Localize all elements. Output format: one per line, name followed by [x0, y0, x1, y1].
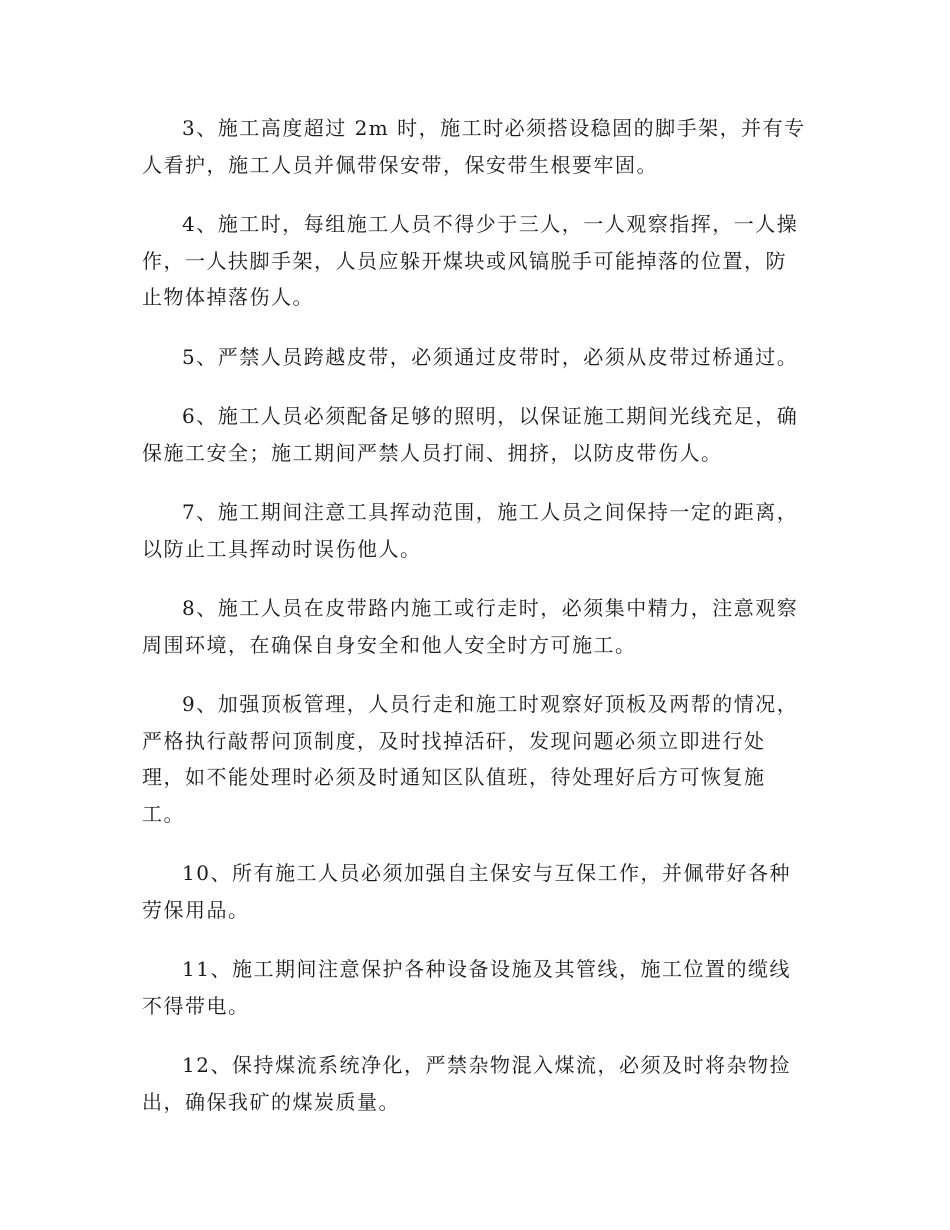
- paragraph-line: 5、严禁人员跨越皮带，必须通过皮带时，必须从皮带过桥通过。: [182, 344, 799, 369]
- paragraph-line: 作，一人扶脚手架，人员应躲开煤块或风镐脱手可能掉落的位置，防: [142, 248, 787, 273]
- paragraph-line: 7、施工期间注意工具挥动范围，施工人员之间保持一定的距离，: [182, 500, 799, 524]
- paragraph-line: 周围环境，在确保自身安全和他人安全时方可施工。: [142, 632, 637, 657]
- paragraph-line: 以防止工具挥动时误伤他人。: [142, 536, 422, 561]
- paragraph-line: 6、施工人员必须配备足够的照明，以保证施工期间光线充足，确: [182, 404, 799, 428]
- paragraph-item-10: [142, 1047, 810, 1120]
- paragraph-line: 3、施工高度超过 2m 时，施工时必须搭设稳固的脚手架，并有专: [182, 116, 806, 140]
- paragraph-line: 严格执行敲帮问顶制度，及时找掉活矸，发现问题必须立即进行处: [142, 728, 766, 753]
- paragraph-line: 工。: [142, 801, 185, 826]
- paragraph-line: 12、保持煤流系统净化，严禁杂物混入煤流，必须及时将杂物捡: [182, 1053, 791, 1077]
- paragraph-line: 9、加强顶板管理，人员行走和施工时观察好顶板及两帮的情况，: [182, 692, 799, 716]
- paragraph-line: 不得带电。: [142, 993, 250, 1018]
- paragraph-line: 劳保用品。: [142, 897, 250, 922]
- paragraph-line: 11、施工期间注意保护各种设备设施及其管线，施工位置的缆线: [182, 957, 791, 981]
- paragraph-item-3: [142, 339, 810, 376]
- paragraph-item-8: [142, 855, 810, 928]
- paragraph-line: 10、所有施工人员必须加强自主保安与互保工作，并佩带好各种: [182, 861, 791, 885]
- paragraph-item-7: [142, 686, 810, 832]
- paragraph-line: 人看护，施工人员并佩带保安带，保安带生根要牢固。: [142, 152, 658, 177]
- paragraph-item-2: [142, 206, 810, 316]
- paragraph-line: 理，如不能处理时必须及时通知区队值班，待处理好后方可恢复施: [142, 765, 766, 789]
- paragraph-item-4: [142, 398, 810, 471]
- paragraph-line: 止物体掉落伤人。: [142, 285, 314, 309]
- paragraph-line: 8、施工人员在皮带路内施工或行走时，必须集中精力，注意观察: [182, 596, 799, 620]
- paragraph-item-1: [142, 110, 810, 183]
- document-body: [142, 110, 810, 1143]
- paragraph-line: 出，确保我矿的煤炭质量。: [142, 1089, 400, 1114]
- paragraph-item-6: [142, 590, 810, 663]
- paragraph-item-9: [142, 951, 810, 1024]
- paragraph-line: 保施工安全；施工期间严禁人员打闹、拥挤，以防皮带伤人。: [142, 440, 723, 465]
- paragraph-item-5: [142, 494, 810, 567]
- paragraph-line: 4、施工时，每组施工人员不得少于三人，一人观察指挥，一人操: [182, 212, 799, 236]
